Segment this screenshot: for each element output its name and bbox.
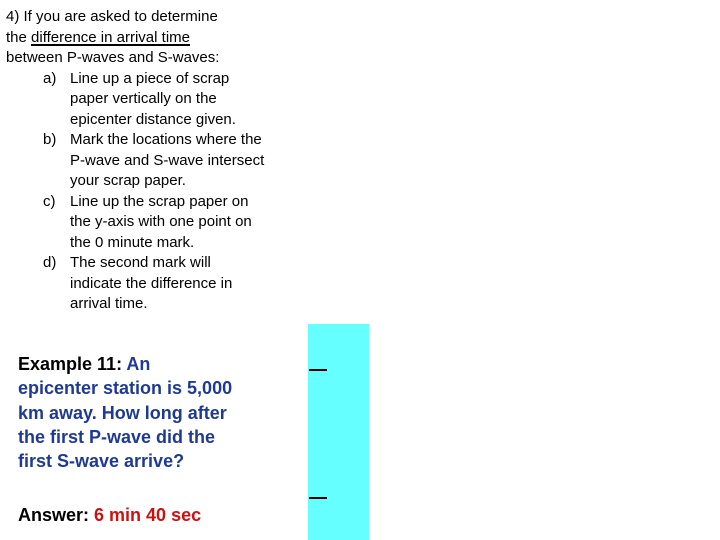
step-d xyxy=(6,253,266,315)
step-list xyxy=(6,69,276,315)
example-label: Example 11: xyxy=(18,354,123,374)
step-marker: d) xyxy=(43,254,57,271)
instructions-block xyxy=(6,7,276,315)
answer-value: 6 min 40 sec xyxy=(94,505,202,525)
intro-line-1: 4) If you are asked to determine xyxy=(6,8,218,25)
step-marker: a) xyxy=(43,69,57,87)
answer-label: Answer: xyxy=(18,505,90,525)
intro-the: the xyxy=(6,28,32,46)
p-wave-mark xyxy=(309,369,327,371)
step-marker: b) xyxy=(43,131,57,148)
scrap-paper-strip xyxy=(308,324,369,540)
step-text: The second mark will indicate the difference in arrival time. xyxy=(70,254,233,312)
answer-line xyxy=(18,503,201,527)
step-b xyxy=(6,130,266,192)
step-text: Line up a piece of scrap paper vertically on the epicenter distance given. xyxy=(70,69,236,128)
intro-line-3: between P-waves and S-waves: xyxy=(6,49,220,66)
intro-line-2 xyxy=(6,28,276,49)
example-question xyxy=(18,352,233,473)
underlined-phrase: difference in arrival time xyxy=(31,28,190,46)
step-a xyxy=(6,69,266,131)
step-text: Mark the locations where the P-wave and S-wave intersect your scrap paper. xyxy=(70,131,265,189)
step-text: Line up the scrap paper on the y-axis with one point on the 0 minute mark. xyxy=(70,192,252,251)
step-c xyxy=(6,192,266,254)
example-question-text: An epicenter station is 5,000 km away. How long after the first P-wave did the first S-wave arrive? xyxy=(18,354,233,472)
s-wave-mark xyxy=(309,497,327,499)
step-marker: c) xyxy=(43,192,56,210)
